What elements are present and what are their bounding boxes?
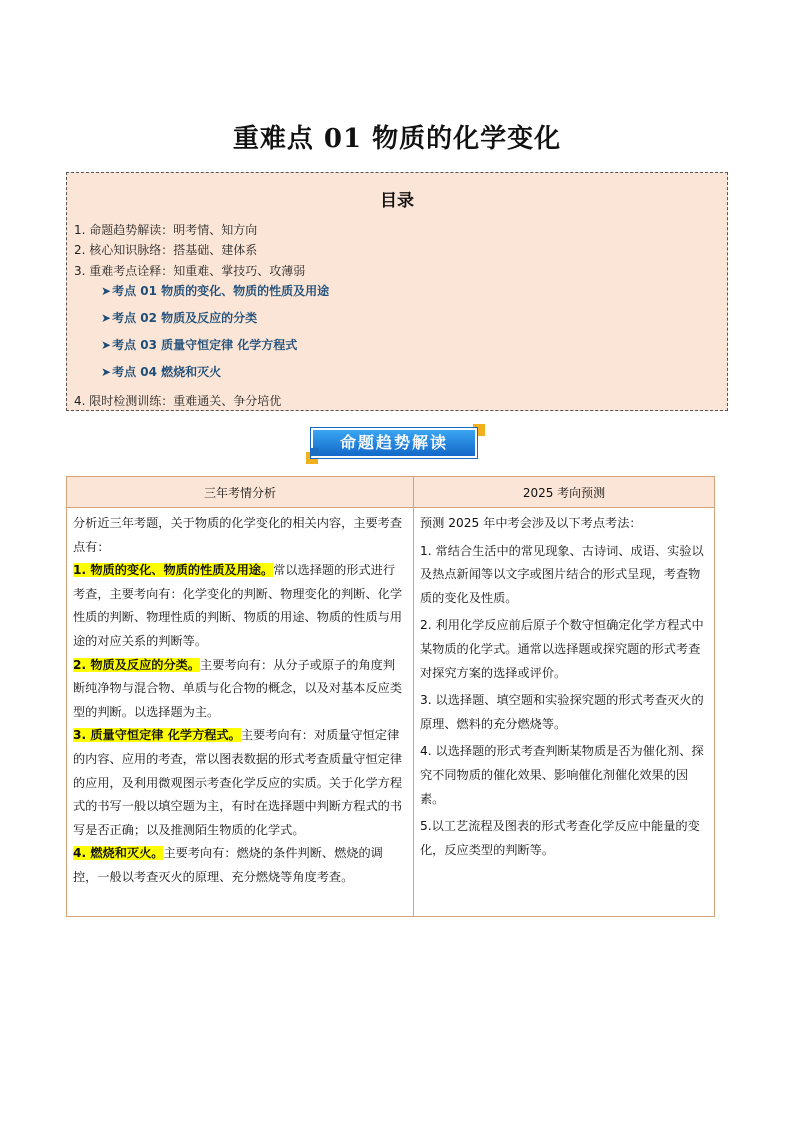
toc-subitem-label: 考点 04 燃烧和灭火 [112, 365, 222, 379]
point-2 [73, 654, 407, 725]
arrow-icon: ➤ [101, 284, 112, 298]
analysis-table [66, 476, 715, 917]
point-text: 主要考向有：从分子或原子的角度判断纯净物与混合物、单质与化合物的概念，以及对基本反应类型的判断。以选择题为主。 [73, 657, 403, 719]
point-heading: 3. 质量守恒定律 化学方程式。 [73, 728, 241, 743]
toc-item[interactable]: 1. 命题趋势解读：明考情、知方向 [74, 223, 258, 237]
toc-item[interactable]: 2. 核心知识脉络：搭基础、建体系 [74, 243, 258, 257]
toc-subitem[interactable] [101, 336, 297, 353]
column-header: 三年考情分析 [67, 477, 414, 508]
table-header-row [67, 477, 715, 508]
point-text: 主要考向有：燃烧的条件判断、燃烧的调控，一般以考查灭火的原理、充分燃烧等角度考查。 [73, 846, 383, 884]
section-banner [306, 424, 486, 464]
table-row [67, 508, 715, 917]
point-heading: 4. 燃烧和灭火。 [73, 846, 164, 861]
toc-subitem-label: 考点 03 质量守恒定律 化学方程式 [112, 338, 298, 352]
toc-heading: 目录 [380, 191, 414, 211]
toc-item[interactable]: 3. 重难考点诠释：知重难、掌技巧、攻薄弱 [74, 264, 306, 278]
right-cell [414, 508, 715, 917]
toc-subitem[interactable] [101, 282, 329, 299]
toc-item[interactable]: 4. 限时检测训练：重难通关、争分培优 [74, 394, 282, 408]
decor-square [311, 448, 319, 456]
left-cell [67, 508, 414, 917]
table-of-contents [66, 172, 728, 411]
point-4 [73, 842, 407, 889]
point-heading: 1. 物质的变化、物质的性质及用途。 [73, 563, 274, 578]
prediction-item: 3. 以选择题、填空题和实验探究题的形式考查灭火的原理、燃料的充分燃烧等。 [420, 693, 704, 731]
arrow-icon: ➤ [101, 311, 112, 325]
point-1 [73, 559, 407, 653]
prediction-item: 1. 常结合生活中的常见现象、古诗词、成语、实验以及热点新闻等以文字或图片结合的形式呈现，考查物质的变化及性质。 [420, 543, 704, 605]
left-intro: 分析近三年考题，关于物质的化学变化的相关内容，主要考查点有： [73, 516, 403, 554]
column-header: 2025 考向预测 [414, 477, 715, 508]
point-heading: 2. 物质及反应的分类。 [73, 657, 201, 672]
point-text: 常以选择题的形式进行考查，主要考向有：化学变化的判断、物理变化的判断、化学性质的判断、物理性质的判断、物质的用途、物质的性质与用途的对应关系的判断等。 [73, 563, 403, 648]
arrow-icon: ➤ [101, 338, 112, 352]
point-text: 主要考向有：对质量守恒定律的内容、应用的考查，常以图表数据的形式考查质量守恒定律的应用，及利用微观图示考查化学反应的实质。关于化学方程式的书写一般以填空题为主，有时在选择题中判断方程式的书写是否正确；以及推测陌生物质的化学式。 [73, 728, 403, 837]
prediction-item: 4. 以选择题的形式考查判断某物质是否为催化剂、探究不同物质的催化效果、影响催化剂催化效果的因素。 [420, 744, 704, 806]
page-title: 重难点 01 物质的化学变化 [232, 124, 562, 154]
toc-subitem-label: 考点 02 物质及反应的分类 [112, 311, 258, 325]
right-intro: 预测 2025 年中考会涉及以下考点考法： [420, 516, 642, 530]
toc-subitem-label: 考点 01 物质的变化、物质的性质及用途 [112, 284, 330, 298]
banner-label: 命题趋势解读 [311, 428, 477, 458]
prediction-item: 2. 利用化学反应前后原子个数守恒确定化学方程式中某物质的化学式。通常以选择题或探究题的形式考查对探究方案的选择或评价。 [420, 618, 704, 680]
point-3 [73, 724, 407, 842]
toc-subitem[interactable] [101, 363, 221, 380]
prediction-item: 5.以工艺流程及图表的形式考查化学反应中能量的变化，反应类型的判断等。 [420, 819, 700, 857]
toc-subitem[interactable] [101, 309, 257, 326]
arrow-icon: ➤ [101, 365, 112, 379]
